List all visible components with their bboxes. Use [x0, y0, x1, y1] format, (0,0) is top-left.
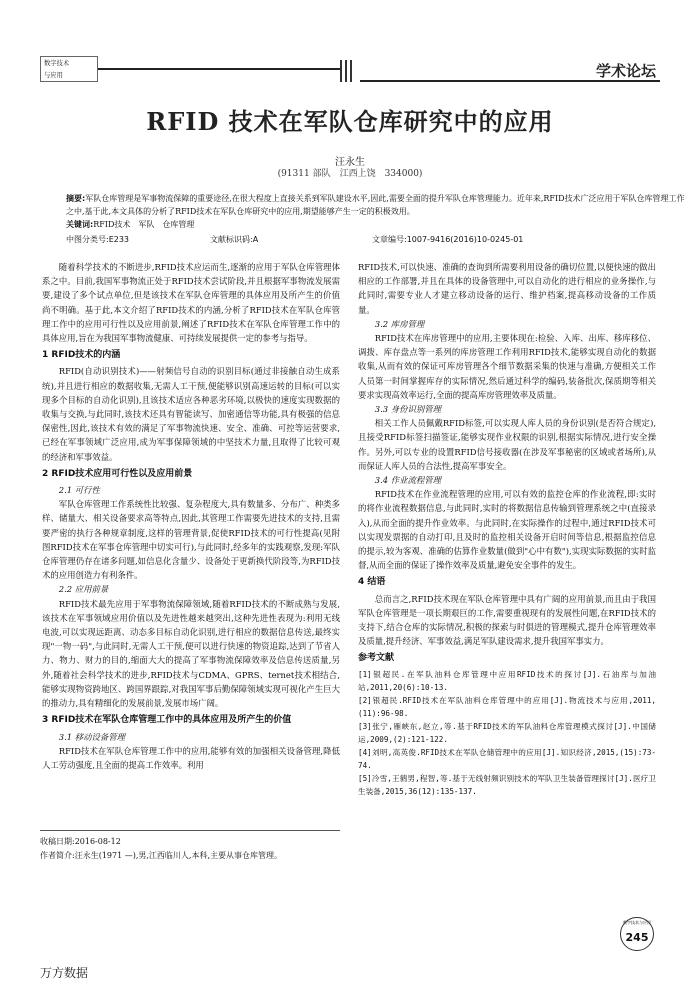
heading-2-1: 2.1 可行性 — [58, 485, 100, 496]
heading-1: 1 RFID技术的内涵 — [42, 350, 121, 361]
author-bio: 作者简介:汪永生(1971 —),男,江西临川人,本科,主要从事仓库管理。 — [40, 851, 283, 860]
paragraph-3-1: RFID技术在军队仓库管理工作中的应用,能够有效的加强相关设备管理,降低人工劳动强度,且全面的提高工作效率。利用 — [42, 745, 340, 770]
received-date: 收稿日期:2016-08-12 — [40, 837, 121, 846]
paragraph-3-1-continued: RFID技术,可以快速、准确的查询到所需要利用设备的确切位置,以便快速的做出相应的工作部署,并且在具体的设备管理中,可以自动化的进行相应的业务操作,与此同时,需要专业人才建立移动设备的运行、维护档案,提高移动设备的工作质量。 — [358, 262, 656, 315]
reference-item: [1]银超民.在军队油料仓库管理中应用RFID技术的探讨[J].石油库与加油站,2011,20(6):10-13. — [358, 669, 656, 692]
section-label: 学术论坛 — [595, 62, 656, 80]
document-code: 文献标识码:A — [210, 235, 259, 244]
reference-item: [3]张宁,雁峡东,赵立,等.基于RFID技术的军队油料仓库管理模式探讨[J].中国储运,2009,(2):121-122. — [358, 721, 656, 744]
references-list — [358, 668, 656, 798]
header-bars-icon — [340, 60, 360, 82]
heading-3-3: 3.3 身份识别管理 — [374, 404, 442, 415]
reference-item: [2]银超民.RFID技术在军队油料仓库管理中的应用[J].物流技术与应用,2011,(11):96-98. — [358, 695, 656, 718]
author-name: 汪永生 — [335, 157, 365, 168]
reference-item: [5]冷雪,王鹤男,程智,等.基于无线射频识别技术的军队卫生装备管理探讨[J].医疗卫生装备,2015,36(12):135-137. — [358, 773, 656, 796]
paragraph-1: RFID(自动识别技术)——射频信号自动的识别目标(通过非接触自动生成系统),并且进行相应的数据收集,无需人工干预,便能够识别高速运转的目标(可以实现多个目标的自动化识别),且该技术适应各种恶劣环境,以极快的速度实现数据的收集与交换,与此同时,该技术还具有智能读写、加密通信等功能,具有极强的信息保密性,因此,该技术有效的满足了军事物流快速、安全、准确、可控等运营要求,已经在军事领域广泛应用,成为军事保障领域的中坚技术力量,且取得了比较可观的经济和军事效益。 — [42, 366, 340, 462]
paragraph-2-2: RFID技术最先应用于军事物流保障领域,随着RFID技术的不断成熟与发展,该技术在军事领域应用价值以及先进性越来越突出,这种先进性表现为:利用无线电波,可以实现远距离、动态多目标自动化识别,进行相应的数据信息传送,最终实现"一物一码",与此同时,无需人工干预,便可以进行快速的物资追踪,达到了节省人力、物力、财力的目的,缩面大大的提高了军事物流保障效率及信息传送质量,另外,随着社会科学技术的进步,RFID技术与CDMA、GPRS、ternet技术相结合,能够实现物资跨地区、跨国界跟踪,对我国军事后勤保障领域实现可视化产生巨大的推动力,具有精细化的发展前景,发展市场广阔。 — [42, 598, 340, 709]
heading-2: 2 RFID技术应用可行性以及应用前景 — [42, 468, 193, 479]
paragraph-3-4: RFID技术在作业流程管理的应用,可以有效的监控仓库的作业流程,即:实时的将作业流程数据信息,与此同时,实时的将数据信息传输到管理系统之中(直接录入),从而全面的提升作业效率。与此同时,在实际操作的过程中,通过RFID技术可以实现发票据的自动打印,且及时的监控相关设备开启时间等信息,根据监控信息的提示,较为客观、准确的估算作业数量(做到"心中有数"),实现实际数据的实时监督,从而全面的保证了操作效率及质量,避免安全事件的发生。 — [358, 489, 656, 571]
right-column — [358, 260, 656, 798]
heading-3-2: 3.2 库房管理 — [374, 318, 425, 329]
left-column — [42, 260, 340, 772]
clc-number: 中图分类号:E233 — [66, 235, 130, 244]
abstract-text: 军队仓库管理是军事物流保障的重要途径,在很大程度上直接关系到军队建设水平,因此,需要全面的提升军队仓库管理能力。近年来,RFID技术广泛应用于军队仓库管理工作之中,基于此,本文具体的分析了RFID技术在军队仓库研究中的应用,期望能够产生一定的积极效用。 — [66, 194, 685, 216]
keywords-text: RFID技术 军队 仓库管理 — [93, 220, 195, 229]
intro-paragraph: 随着科学技术的不断进步,RFID技术应运而生,逐渐的应用于军队仓库管理体系之中。目前,我国军事物流正处于RFID技术尝试阶段,并且根据军事物流发展需要,建设了多个试点单位,但是该技术在军队仓库管理的具体应用及所产生的价值尚不明确。基于此,本文介绍了RFID技术的内涵,分析了RFID技术在军队仓库管理工作中的应用可行性以及应用前景,阐述了RFID技术在军队仓库管理工作中的具体应用,旨在为我国军事物流健康、可持续发展提供一定的参考与指导。 — [42, 262, 340, 344]
header-rule-left — [98, 68, 340, 70]
paragraph-3-3: 相关工作人员佩戴RFID标签,可以实现人库人员的身份识别(是否符合规定),且接受RFID标签扫描签证,能够实现作业权限的识别,根据实际情况,进行安全操作。另外,可以专业的设置RFID信号接收器(在涉及军事秘密的区域或者场所),从而保证人库人员的合法性,提高军事安全。 — [358, 418, 656, 471]
heading-2-2: 2.2 应用前景 — [58, 584, 109, 595]
article-title: RFID 技术在军队仓库研究中的应用 — [146, 107, 554, 136]
page-number-seal — [620, 917, 654, 951]
heading-3-1: 3.1 移动设备管理 — [58, 731, 126, 742]
heading-3: 3 RFID技术在军队仓库管理工作中的具体应用及所产生的价值 — [42, 715, 292, 726]
article-number: 文章编号:1007-9416(2016)10-0245-01 — [372, 235, 524, 244]
paragraph-2-1: 军队仓库管理工作系统性比较强、复杂程度大,具有数量多、分布广、种类多样、储量大、相关设备要求高等特点,因此,其管理工作需要先进技术的支持,且需要严密的执行各种规章制度,这样的管理背景,促使RFID技术的可行性提高(见附图RFID技术在军事仓库管理中切实可行),与此同时,经多年的实践观察,发现:军队仓库管理仍存在诸多问题,如信息化含量少、设备处于更新换代阶段等,为RFID技术的应用创造力有利条件。 — [42, 499, 340, 581]
paragraph-3-2: RFID技术在库房管理中的应用,主要体现在:检验、入库、出库、移库移位、调拨、库存盘点等一系列的库房管理工作利用RFID技术,能够实现自动化的数据收集,从而有效的保证可库房管理各个细节数据采集的快速与准确,方便相关工作人员第一时间掌握库存的实际情况,然后通过科学的编码,装备批次,保质期等相关要求实现高效率运行,全面的提高库房管理效率及质量。 — [358, 333, 656, 400]
source-watermark: 万方数据 — [40, 966, 89, 980]
abstract-label: 摘要: — [66, 194, 86, 203]
abstract-block — [66, 192, 686, 231]
journal-logo — [40, 56, 98, 82]
logo-line-2: 与应用 — [44, 71, 63, 79]
page-number: 245 — [625, 931, 649, 944]
paragraph-4: 总而言之,RFID技术现在军队仓库管理中具有广阔的应用前景,而且由于我国军队仓库管理是一项长期艰巨的工作,需要重视现有的发展性问题,在RFID技术的支持下,结合仓库的实际情况,积极的探索与时俱进的管理模式,提升仓库管理效率及质量,提升经济、军事效益,满足军队建设需求,提升我国军事实力。 — [358, 593, 656, 647]
reference-item: [4]刘明,高英俊.RFID技术在军队仓储管理中的应用[J].知识经济,2015,(15):73-74. — [358, 747, 656, 770]
footnote-rule — [40, 830, 340, 831]
author-affiliation: (91311 部队 江西上饶 334000) — [277, 169, 423, 179]
logo-line-1: 数字技术 — [44, 59, 70, 67]
seal-text: 数字技术与应用 — [623, 920, 651, 925]
heading-4: 4 结语 — [358, 577, 386, 588]
keywords-label: 关键词: — [66, 220, 94, 229]
heading-3-4: 3.4 作业流程管理 — [374, 475, 442, 486]
references-title: 参考文献 — [358, 653, 395, 664]
